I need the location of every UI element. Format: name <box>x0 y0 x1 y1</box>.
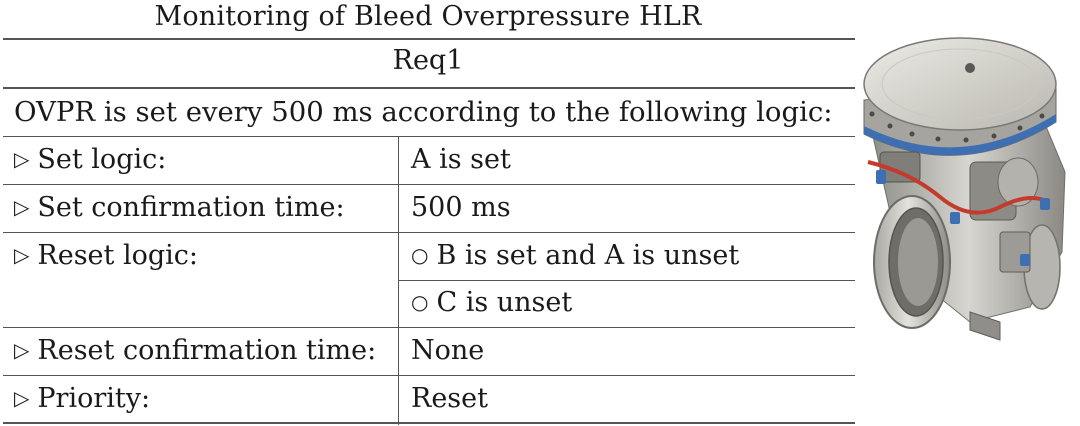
row-divider <box>3 184 855 185</box>
row-divider <box>3 375 855 376</box>
reset-condition-1: B is set and A is unset <box>436 240 740 271</box>
row-divider <box>3 232 855 233</box>
reset-logic-label: Reset logic: <box>37 240 198 271</box>
table-row-label <box>14 241 198 272</box>
subrow-divider <box>398 280 855 281</box>
triangle-bullet-icon: ▷ <box>14 147 30 171</box>
table-bottom-rule <box>3 422 855 424</box>
table-row-label <box>14 193 345 224</box>
document-title: Monitoring of Bleed Overpressure HLR <box>154 1 702 32</box>
reset-condition-2: C is unset <box>436 287 573 318</box>
description-divider <box>3 136 855 137</box>
title-divider <box>3 38 855 40</box>
requirement-divider <box>3 87 855 89</box>
priority-label: Priority: <box>37 383 151 414</box>
set-logic-label: Set logic: <box>37 144 167 175</box>
bleed-valve-photo-icon <box>850 22 1078 344</box>
priority-value: Reset <box>411 383 488 414</box>
column-divider <box>398 137 399 425</box>
circle-bullet-icon: ○ <box>411 290 429 314</box>
reset-logic-value <box>411 241 739 272</box>
triangle-bullet-icon: ▷ <box>14 386 30 410</box>
table-row-label <box>14 384 150 415</box>
triangle-bullet-icon: ▷ <box>14 338 30 362</box>
reset-logic-value <box>411 288 572 319</box>
requirement-id: Req1 <box>392 45 464 76</box>
circle-bullet-icon: ○ <box>411 243 429 267</box>
triangle-bullet-icon: ▷ <box>14 243 30 267</box>
requirement-description: OVPR is set every 500 ms according to the following logic: <box>14 96 833 128</box>
set-confirmation-time-value: 500 ms <box>411 192 511 223</box>
set-confirmation-time-label: Set confirmation time: <box>37 192 345 223</box>
reset-confirmation-time-label: Reset confirmation time: <box>37 335 377 366</box>
table-row-label <box>14 336 376 367</box>
triangle-bullet-icon: ▷ <box>14 195 30 219</box>
reset-confirmation-time-value: None <box>411 335 485 366</box>
set-logic-value: A is set <box>411 144 511 175</box>
row-divider <box>3 327 855 328</box>
table-row-label <box>14 145 166 176</box>
